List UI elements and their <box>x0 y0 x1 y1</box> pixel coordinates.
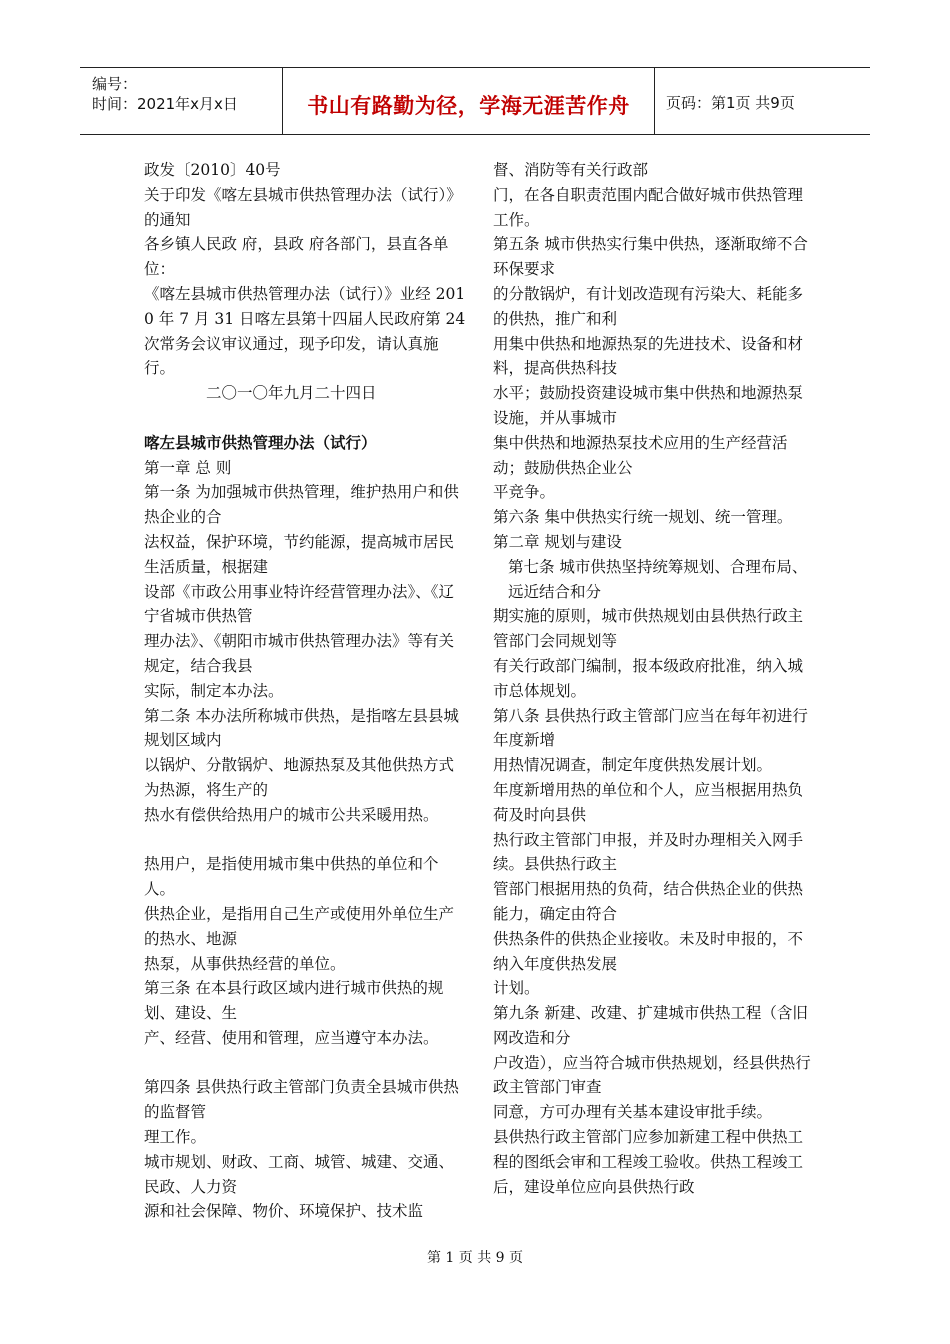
text-line: 热行政主管部门申报，并及时办理相关入网手续。县供热行政主 <box>493 830 804 874</box>
text-line: 有关行政部门编制，报本级政府批准，纳入城市总体规划。 <box>493 656 804 700</box>
text-line: 第三条 在本县行政区域内进行城市供热的规划、建设、生 <box>144 979 444 1023</box>
page-header <box>80 67 870 135</box>
text-line: 理办法》、《朝阳市城市供热管理办法》等有关规定，结合我县 <box>144 632 455 675</box>
text-line: 期实施的原则，城市供热规划由县供热行政主管部门会同规划等 <box>493 607 804 651</box>
document-date: 时间：2021年x月x日 <box>92 95 238 113</box>
text-line: 水平；鼓励投资建设城市集中供热和地源热泵设施，并从事城市 <box>493 384 804 427</box>
text-line: 同意，方可办理有关基本建设审批手续。 <box>493 1103 773 1122</box>
header-motto: 书山有路勤为径，学海无涯苦作舟 <box>307 94 630 118</box>
notice-date: 二〇一〇年九月二十四日 <box>206 384 377 403</box>
text-line: 供热条件的供热企业接收。未及时申报的，不纳入年度供热发展 <box>493 929 804 973</box>
right-text-column <box>493 158 811 1199</box>
text-line: 第八条 县供热行政主管部门应当在每年初进行年度新增 <box>493 706 808 750</box>
text-line: 法权益，保护环境，节约能源，提高城市居民生活质量，根据建 <box>144 532 455 576</box>
document-number: 编号： <box>92 75 138 93</box>
text-line: 产、经营、使用和管理，应当遵守本办法。 <box>144 1028 439 1047</box>
blank-line <box>144 828 469 853</box>
text-line: 设部《市政公用事业特许经营管理办法》、《辽宁省城市供热管 <box>144 582 455 626</box>
addressee: 各乡镇人民政 府，县政 府各部门，县直各单位： <box>144 235 449 279</box>
text-line: 年度新增用热的单位和个人，应当根据用热负荷及时向县供 <box>493 780 804 824</box>
text-line: 热用户，是指使用城市集中供热的单位和个人。 <box>144 855 439 899</box>
text-line: 督、消防等有关行政部 <box>493 161 649 179</box>
doc-ref: 政发〔2010〕40号 <box>144 161 281 179</box>
text-line: 城市规划、财政、工商、城管、城建、交通、民政、人力资 <box>144 1152 455 1196</box>
text-line: 县供热行政主管部门应参加新建工程中供热工程的图纸会审和工程竣工验收。供热工程竣工后，建设单位应向县供热行政 <box>493 1128 804 1196</box>
regulation-title: 喀左县城市供热管理办法（试行） <box>144 433 377 452</box>
header-meta <box>92 74 238 114</box>
text-line: 平竞争。 <box>493 483 556 502</box>
notice-title: 关于印发《喀左县城市供热管理办法（试行）》 的通知 <box>144 185 462 229</box>
text-line: 供热企业，是指用自己生产或使用外单位生产的热水、地源 <box>144 904 455 948</box>
text-line: 实际，制定本办法。 <box>144 681 284 700</box>
text-line: 第九条 新建、改建、扩建城市供热工程（含旧网改造和分 <box>493 1004 808 1047</box>
text-line: 集中供热和地源热泵技术应用的生产经营活动；鼓励供热企业公 <box>493 433 788 477</box>
text-line: 户改造），应当符合城市供热规划，经县供热行政主管部门审查 <box>493 1053 811 1097</box>
blank-line <box>144 406 469 431</box>
text-line: 热水有偿供给热用户的城市公共采暖用热。 <box>144 805 439 824</box>
text-line: 计划。 <box>493 979 540 998</box>
text-line: 管部门根据用热的负荷，结合供热企业的供热能力，确定由符合 <box>493 880 804 923</box>
text-line: 门，在各自职责范围内配合做好城市供热管理工作。 <box>493 185 804 229</box>
blank-line <box>144 1051 469 1076</box>
notice-body: 《喀左县城市供热管理办法（试行）》业经 2010 年 7 月 31 日喀左县第十四届人民政府第 24 次常务会议审议通过，现予印发，请认真施行。 <box>144 284 466 378</box>
text-line: 第四条 县供热行政主管部门负责全县城市供热的监督管 <box>144 1078 459 1122</box>
text-line: 源和社会保障、物价、环境保护、技术监 <box>144 1202 424 1221</box>
text-line: 第六条 集中供热实行统一规划、统一管理。 <box>493 508 793 527</box>
chapter-heading: 第一章 总 则 <box>144 458 232 477</box>
text-line: 用热情况调查，制定年度供热发展计划。 <box>493 756 773 775</box>
text-line: 第二条 本办法所称城市供热，是指喀左县县城规划区域内 <box>144 706 459 750</box>
text-line: 第七条 城市供热坚持统筹规划、合理布局、远近结合和分 <box>508 557 808 601</box>
header-divider <box>654 68 655 135</box>
text-line: 理工作。 <box>144 1128 207 1147</box>
text-line: 热泵，从事供热经营的单位。 <box>144 954 346 973</box>
page-number-label: 页码：第1页 共9页 <box>666 94 795 112</box>
left-text-column <box>144 158 469 1224</box>
text-line: 用集中供热和地源热泵的先进技术、设备和材料，提高供热科技 <box>493 334 804 378</box>
text-line: 的分散锅炉，有计划改造现有污染大、耗能多的供热，推广和利 <box>493 284 804 328</box>
page-footer: 第 1 页 共 9 页 <box>426 1250 524 1266</box>
text-line: 第一条 为加强城市供热管理，维护热用户和供热企业的合 <box>144 483 459 527</box>
chapter-heading: 第二章 规划与建设 <box>493 532 622 551</box>
text-line: 以锅炉、分散锅炉、地源热泵及其他供热方式为热源，将生产的 <box>144 756 455 799</box>
text-line: 第五条 城市供热实行集中供热，逐渐取缔不合环保要求 <box>493 235 808 279</box>
